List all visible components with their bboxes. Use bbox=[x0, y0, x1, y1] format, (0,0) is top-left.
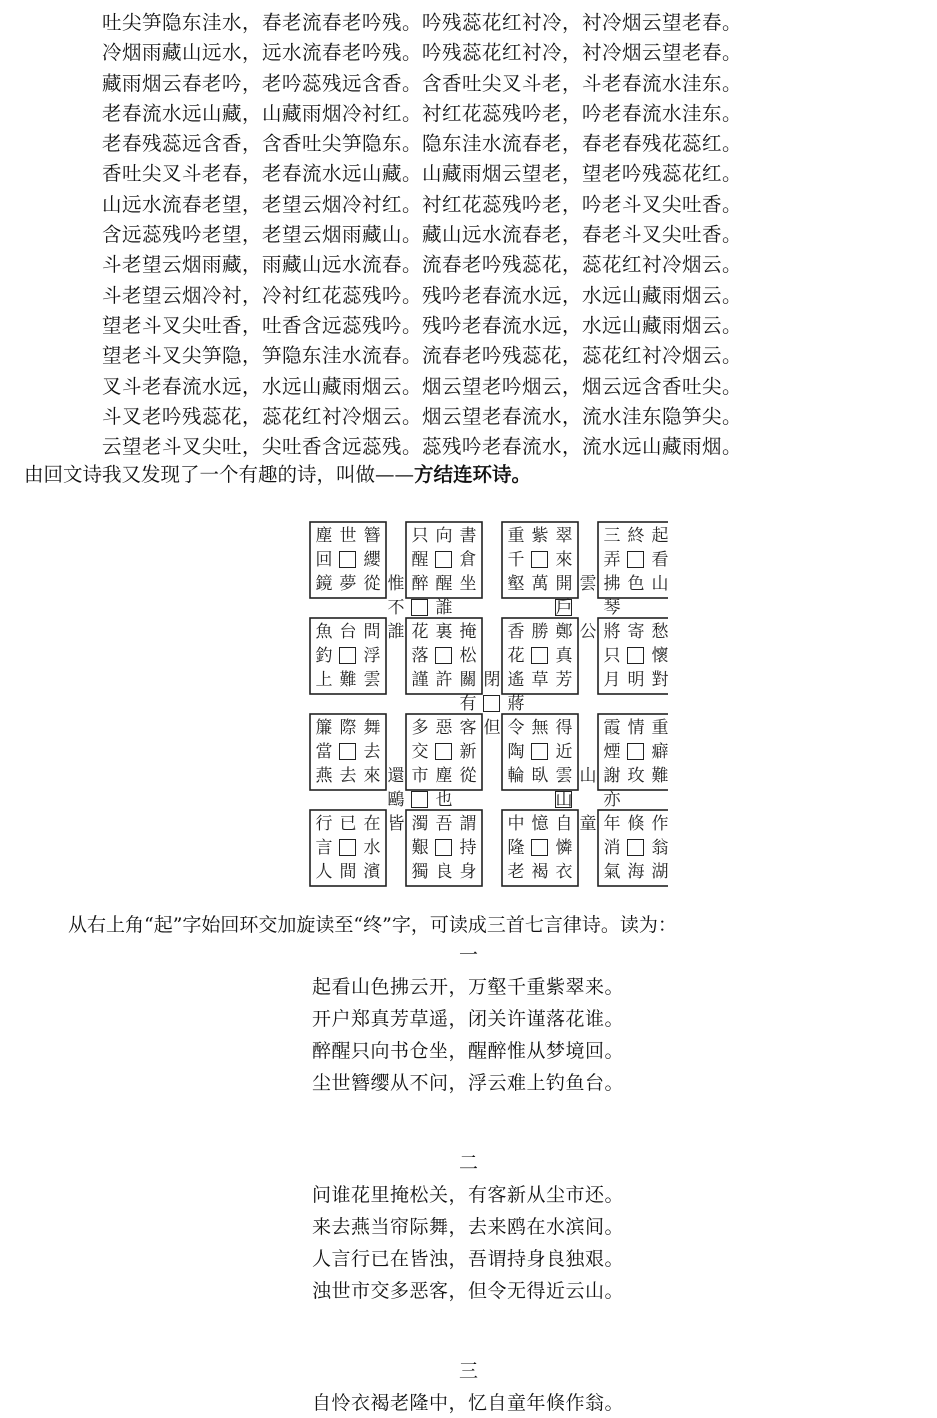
intro-bold-title: 方结连环诗。 bbox=[414, 463, 532, 486]
grid-char: 萬 bbox=[531, 574, 549, 594]
grid-char: 香 bbox=[507, 622, 525, 642]
grid-char: 月 bbox=[603, 670, 621, 690]
grid-char: 琴 bbox=[603, 598, 621, 618]
verse-line: 醉醒只向书仓坐，醒醉惟从梦境回。 bbox=[312, 1040, 625, 1062]
grid-char: 作 bbox=[651, 814, 669, 834]
grid-char: 不 bbox=[387, 598, 405, 618]
grid-char: 去 bbox=[339, 766, 357, 786]
grid-char: 從 bbox=[459, 766, 477, 786]
empty-square bbox=[531, 743, 548, 760]
empty-square bbox=[627, 743, 644, 760]
grid-char: 癖 bbox=[651, 742, 669, 762]
grid-char: 愁 bbox=[651, 622, 669, 642]
grid-char: 花 bbox=[507, 646, 525, 666]
grid-char: 吾 bbox=[435, 814, 453, 834]
grid-char: 陶 bbox=[507, 742, 525, 762]
grid-char: 真 bbox=[555, 646, 573, 666]
grid-char: 弄 bbox=[603, 550, 621, 570]
grid-char: 許 bbox=[435, 670, 453, 690]
grid-char: 千 bbox=[507, 550, 525, 570]
grid-char: 回 bbox=[315, 550, 333, 570]
reading-caption: 从右上角“起”字始回环交加旋读至“终”字，可读成三首七言律诗。读为： bbox=[68, 914, 677, 936]
grid-char: 輪 bbox=[507, 766, 525, 786]
grid-char: 玫 bbox=[627, 766, 645, 786]
grid-char: 誰 bbox=[387, 622, 405, 642]
empty-square bbox=[531, 839, 548, 856]
grid-char: 鄭 bbox=[555, 622, 573, 642]
grid-char: 寄 bbox=[627, 622, 645, 642]
empty-square bbox=[435, 839, 452, 856]
grid-char: 行 bbox=[315, 814, 333, 834]
grid-char: 掩 bbox=[459, 622, 477, 642]
empty-square bbox=[531, 551, 548, 568]
grid-char: 鏡 bbox=[315, 574, 333, 594]
grid-char: 從 bbox=[363, 574, 381, 594]
verse-number: 二 bbox=[458, 1152, 478, 1174]
verse-line: 人言行已在皆浊，吾谓持身良独艰。 bbox=[312, 1248, 625, 1270]
grid-char: 將 bbox=[603, 622, 621, 642]
grid-char: 得 bbox=[555, 718, 573, 738]
grid-char: 際 bbox=[339, 718, 357, 738]
poem-line: 斗老望云烟雨藏，雨藏山远水流春。流春老吟残蕊花，蕊花红衬冷烟云。 bbox=[102, 253, 743, 277]
grid-char: 三 bbox=[603, 526, 621, 546]
empty-square bbox=[339, 551, 356, 568]
grid-char: 壑 bbox=[507, 574, 525, 594]
grid-char: 市 bbox=[411, 766, 429, 786]
empty-square bbox=[555, 599, 572, 616]
grid-char: 言 bbox=[315, 838, 333, 858]
poem-line: 吐尖笋隐东洼水，春老流春老吟残。吟残蕊花红衬冷，衬冷烟云望老春。 bbox=[102, 11, 743, 34]
empty-square bbox=[555, 791, 572, 808]
grid-char: 謂 bbox=[459, 814, 477, 834]
grid-char: 良 bbox=[435, 862, 453, 882]
grid-char: 也 bbox=[435, 790, 453, 810]
grid-char: 翠 bbox=[555, 526, 573, 546]
grid-char: 舞 bbox=[363, 718, 381, 738]
grid-char: 只 bbox=[603, 646, 621, 666]
poem-line: 望老斗叉尖吐香，吐香含远蕊残吟。残吟老春流水远，水远山藏雨烟云。 bbox=[102, 313, 743, 337]
grid-char: 誰 bbox=[435, 598, 453, 618]
empty-square bbox=[411, 791, 428, 808]
empty-square bbox=[435, 743, 452, 760]
grid-char: 霞 bbox=[603, 718, 621, 738]
grid-char: 鷗 bbox=[387, 790, 405, 810]
empty-square bbox=[339, 743, 356, 760]
grid-char: 自 bbox=[555, 814, 573, 834]
grid-char: 裏 bbox=[435, 622, 453, 642]
grid-char: 戶 bbox=[555, 598, 573, 618]
verse-line: 尘世簪缨从不问，浮云难上钓鱼台。 bbox=[312, 1072, 625, 1094]
empty-square bbox=[435, 647, 452, 664]
poem-line: 含远蕊残吟老望，老望云烟雨藏山。藏山远水流春老，春老斗叉尖吐香。 bbox=[102, 223, 743, 247]
poem-line: 老春残蕊远含香，含香吐尖笋隐东。隐东洼水流春老，春老春残花蕊红。 bbox=[102, 132, 743, 156]
grid-char: 情 bbox=[627, 718, 645, 738]
grid-char: 簾 bbox=[315, 718, 333, 738]
grid-char: 草 bbox=[531, 670, 549, 690]
grid-char: 懷 bbox=[651, 646, 669, 666]
grid-char: 去 bbox=[363, 742, 381, 762]
grid-char: 燕 bbox=[315, 766, 333, 786]
grid-char: 松 bbox=[459, 646, 477, 666]
grid-char: 亦 bbox=[603, 790, 621, 810]
empty-square bbox=[627, 839, 644, 856]
intro-sentence bbox=[24, 460, 531, 490]
grid-char: 上 bbox=[315, 670, 333, 690]
grid-char: 令 bbox=[507, 718, 525, 738]
grid-char: 公 bbox=[579, 622, 597, 642]
grid-char: 謹 bbox=[411, 670, 429, 690]
poem-line: 香吐尖叉斗老春，老春流水远山藏。山藏雨烟云望老，望老吟残蕊花红。 bbox=[102, 162, 743, 186]
poem-line: 望老斗叉尖笋隐，笋隐东洼水流春。流春老吟残蕊花，蕊花红衬冷烟云。 bbox=[102, 344, 743, 368]
grid-char: 但 bbox=[483, 718, 501, 738]
grid-char: 山 bbox=[555, 790, 573, 810]
huiwen-poem-lines bbox=[102, 8, 882, 462]
verse-line: 问谁花里掩松关，有客新从尘市还。 bbox=[312, 1184, 625, 1206]
grid-char: 簪 bbox=[363, 526, 381, 546]
grid-char: 艱 bbox=[411, 838, 429, 858]
grid-char: 近 bbox=[555, 742, 573, 762]
grid-char: 皆 bbox=[387, 814, 405, 834]
grid-char: 世 bbox=[339, 526, 357, 546]
grid-char: 醒 bbox=[435, 574, 453, 594]
grid-char: 明 bbox=[627, 670, 645, 690]
verse-number: 一 bbox=[458, 944, 478, 966]
grid-char: 濱 bbox=[363, 862, 381, 882]
verse-line: 来去燕当帘际舞，去来鸥在水滨间。 bbox=[312, 1216, 625, 1238]
verse-number: 三 bbox=[458, 1360, 478, 1382]
grid-char: 對 bbox=[651, 670, 669, 690]
verse-line: 浊世市交多恶客，但令无得近云山。 bbox=[312, 1280, 625, 1302]
grid-char: 隆 bbox=[507, 838, 525, 858]
grid-char: 重 bbox=[651, 718, 669, 738]
poem-line: 藏雨烟云春老吟，老吟蕊残远含香。含香吐尖叉斗老，斗老春流水洼东。 bbox=[102, 71, 743, 95]
grid-char: 拂 bbox=[603, 574, 621, 594]
grid-char: 終 bbox=[627, 526, 645, 546]
grid-char: 台 bbox=[339, 622, 357, 642]
grid-char: 釣 bbox=[315, 646, 333, 666]
verse-line: 开户郑真芳草遥，闭关许谨落花谁。 bbox=[312, 1008, 625, 1030]
grid-char: 坐 bbox=[459, 574, 477, 594]
grid-char: 纓 bbox=[363, 550, 381, 570]
grid-char: 無 bbox=[531, 718, 549, 738]
grid-char: 倉 bbox=[459, 550, 477, 570]
grid-char: 在 bbox=[363, 814, 381, 834]
grid-char: 消 bbox=[603, 838, 621, 858]
grid-char: 身 bbox=[459, 862, 477, 882]
grid-char: 看 bbox=[651, 550, 669, 570]
grid-char: 難 bbox=[651, 766, 669, 786]
grid-char: 開 bbox=[555, 574, 573, 594]
poem-line: 山远水流春老望，老望云烟冷衬红。衬红花蕊残吟老，吟老斗叉尖吐香。 bbox=[102, 192, 743, 216]
grid-char: 關 bbox=[459, 670, 477, 690]
grid-char: 間 bbox=[339, 862, 357, 882]
grid-char: 童 bbox=[579, 814, 597, 834]
grid-char: 浮 bbox=[363, 646, 381, 666]
grid-char: 來 bbox=[363, 766, 381, 786]
empty-square bbox=[627, 647, 644, 664]
grid-char: 當 bbox=[315, 742, 333, 762]
grid-char: 謝 bbox=[603, 766, 621, 786]
poem-line: 冷烟雨藏山远水，远水流春老吟残。吟残蕊花红衬冷，衬冷烟云望老春。 bbox=[102, 41, 743, 65]
grid-char: 夢 bbox=[339, 574, 357, 594]
grid-char: 臥 bbox=[531, 766, 549, 786]
grid-char: 憶 bbox=[531, 814, 549, 834]
grid-char: 山 bbox=[651, 574, 669, 594]
grid-char: 向 bbox=[435, 526, 453, 546]
grid-char: 閉 bbox=[483, 670, 501, 690]
grid-char: 書 bbox=[459, 526, 477, 546]
grid-char: 翁 bbox=[651, 838, 669, 858]
grid-char: 蔣 bbox=[507, 694, 525, 714]
grid-char: 持 bbox=[459, 838, 477, 858]
grid-char: 魚 bbox=[315, 622, 333, 642]
grid-char: 色 bbox=[627, 574, 645, 594]
empty-square bbox=[339, 647, 356, 664]
empty-square bbox=[435, 551, 452, 568]
grid-char: 湖 bbox=[651, 862, 669, 882]
empty-square bbox=[339, 839, 356, 856]
grid-char: 海 bbox=[627, 862, 645, 882]
empty-square bbox=[483, 695, 500, 712]
poem-line: 斗老望云烟冷衬，冷衬红花蕊残吟。残吟老春流水远，水远山藏雨烟云。 bbox=[102, 283, 743, 307]
grid-char: 惡 bbox=[435, 718, 453, 738]
empty-square bbox=[627, 551, 644, 568]
grid-char: 有 bbox=[459, 694, 477, 714]
grid-char: 落 bbox=[411, 646, 429, 666]
intro-text: 由回文诗我又发现了一个有趣的诗，叫做—— bbox=[24, 463, 415, 486]
grid-char: 人 bbox=[315, 862, 333, 882]
empty-square bbox=[531, 647, 548, 664]
grid-char: 老 bbox=[507, 862, 525, 882]
grid-char: 紫 bbox=[531, 526, 549, 546]
grid-char: 難 bbox=[339, 670, 357, 690]
grid-char: 問 bbox=[363, 622, 381, 642]
grid-char: 客 bbox=[459, 718, 477, 738]
grid-char: 水 bbox=[363, 838, 381, 858]
grid-char: 獨 bbox=[411, 862, 429, 882]
grid-char: 氣 bbox=[603, 862, 621, 882]
grid-char: 濁 bbox=[411, 814, 429, 834]
empty-square bbox=[411, 599, 428, 616]
grid-char: 已 bbox=[339, 814, 357, 834]
grid-char: 塵 bbox=[315, 526, 333, 546]
grid-char: 起 bbox=[651, 526, 669, 546]
grid-char: 山 bbox=[579, 766, 597, 786]
grid-char: 只 bbox=[411, 526, 429, 546]
grid-char: 雲 bbox=[363, 670, 381, 690]
grid-char: 雲 bbox=[555, 766, 573, 786]
grid-char: 花 bbox=[411, 622, 429, 642]
poem-line: 斗叉老吟残蕊花，蕊花红衬冷烟云。烟云望老春流水，流水洼东隐笋尖。 bbox=[102, 404, 743, 428]
grid-char: 衣 bbox=[555, 862, 573, 882]
grid-char: 年 bbox=[603, 814, 621, 834]
grid-char: 煙 bbox=[603, 742, 621, 762]
grid-char: 醉 bbox=[411, 574, 429, 594]
grid-char: 倏 bbox=[627, 814, 645, 834]
poem-line: 叉斗老春流水远，水远山藏雨烟云。烟云望老吟烟云，烟云远含香吐尖。 bbox=[102, 374, 743, 398]
verse-line: 起看山色拂云开，万壑千重紫翠来。 bbox=[312, 976, 625, 998]
grid-char: 勝 bbox=[531, 622, 549, 642]
verse-line: 自怜衣褐老隆中，忆自童年倏作翁。 bbox=[312, 1392, 625, 1414]
grid-char: 遙 bbox=[507, 670, 525, 690]
grid-char: 中 bbox=[507, 814, 525, 834]
grid-char: 還 bbox=[387, 766, 405, 786]
grid-char: 新 bbox=[459, 742, 477, 762]
poem-line: 老春流水远山藏，山藏雨烟冷衬红。衬红花蕊残吟老，吟老春流水洼东。 bbox=[102, 101, 743, 125]
grid-char: 交 bbox=[411, 742, 429, 762]
grid-char: 醒 bbox=[411, 550, 429, 570]
poem-line: 云望老斗叉尖吐，尖吐香含远蕊残。蕊残吟老春流水，流水远山藏雨烟。 bbox=[102, 435, 743, 459]
grid-char: 芳 bbox=[555, 670, 573, 690]
grid-char: 重 bbox=[507, 526, 525, 546]
grid-char: 惟 bbox=[387, 574, 405, 594]
grid-char: 多 bbox=[411, 718, 429, 738]
grid-char: 憐 bbox=[555, 838, 573, 858]
grid-char: 塵 bbox=[435, 766, 453, 786]
grid-char: 來 bbox=[555, 550, 573, 570]
grid-char: 褐 bbox=[531, 862, 549, 882]
ring-poem-grid bbox=[306, 518, 668, 888]
grid-char: 雲 bbox=[579, 574, 597, 594]
